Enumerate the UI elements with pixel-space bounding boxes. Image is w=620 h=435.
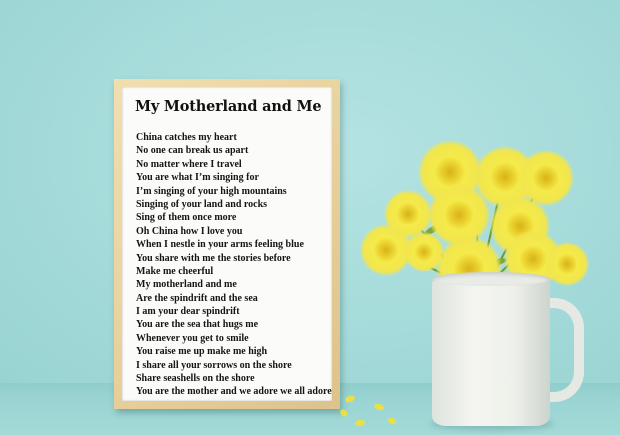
poem-title: My Motherland and Me <box>135 98 322 115</box>
poem-line: I’m singing of your high mountains <box>136 185 287 197</box>
yellow-flower <box>545 242 589 286</box>
poem-line: No matter where I travel <box>136 158 242 170</box>
poem-line: Make me cheerful <box>136 265 214 277</box>
poem-line: I am your dear spindrift <box>136 306 240 318</box>
poem-line: You are the sea that hugs me <box>136 319 259 331</box>
poem-line: Are the spindrift and the sea <box>136 292 258 304</box>
poem-line: China catches my heart <box>136 132 237 143</box>
poem-line: I share all your sorrows on the shore <box>136 359 292 371</box>
poem-line: You are what I’m singing for <box>136 172 259 184</box>
jug-rim <box>432 272 550 286</box>
poem-line: Oh China how I love you <box>136 225 243 237</box>
poem-line: No one can break us apart <box>136 145 249 157</box>
poem-line: Share seashells on the shore <box>136 373 255 385</box>
yellow-flower <box>404 232 444 272</box>
poem-line: You raise me up make me high <box>136 346 268 358</box>
poem-line: You share with me the stories before <box>136 252 291 264</box>
poem-line: Sing of them once more <box>136 212 237 224</box>
white-jug-vase <box>432 278 550 426</box>
poem-line: Singing of your land and rocks <box>136 198 268 210</box>
poem-line: My motherland and me <box>136 279 237 291</box>
poem-line: Whenever you get to smile <box>136 332 249 344</box>
poem-line: You are the mother and we adore we all adore <box>136 386 332 398</box>
poem-line: When I nestle in your arms feeling blue <box>136 239 304 251</box>
